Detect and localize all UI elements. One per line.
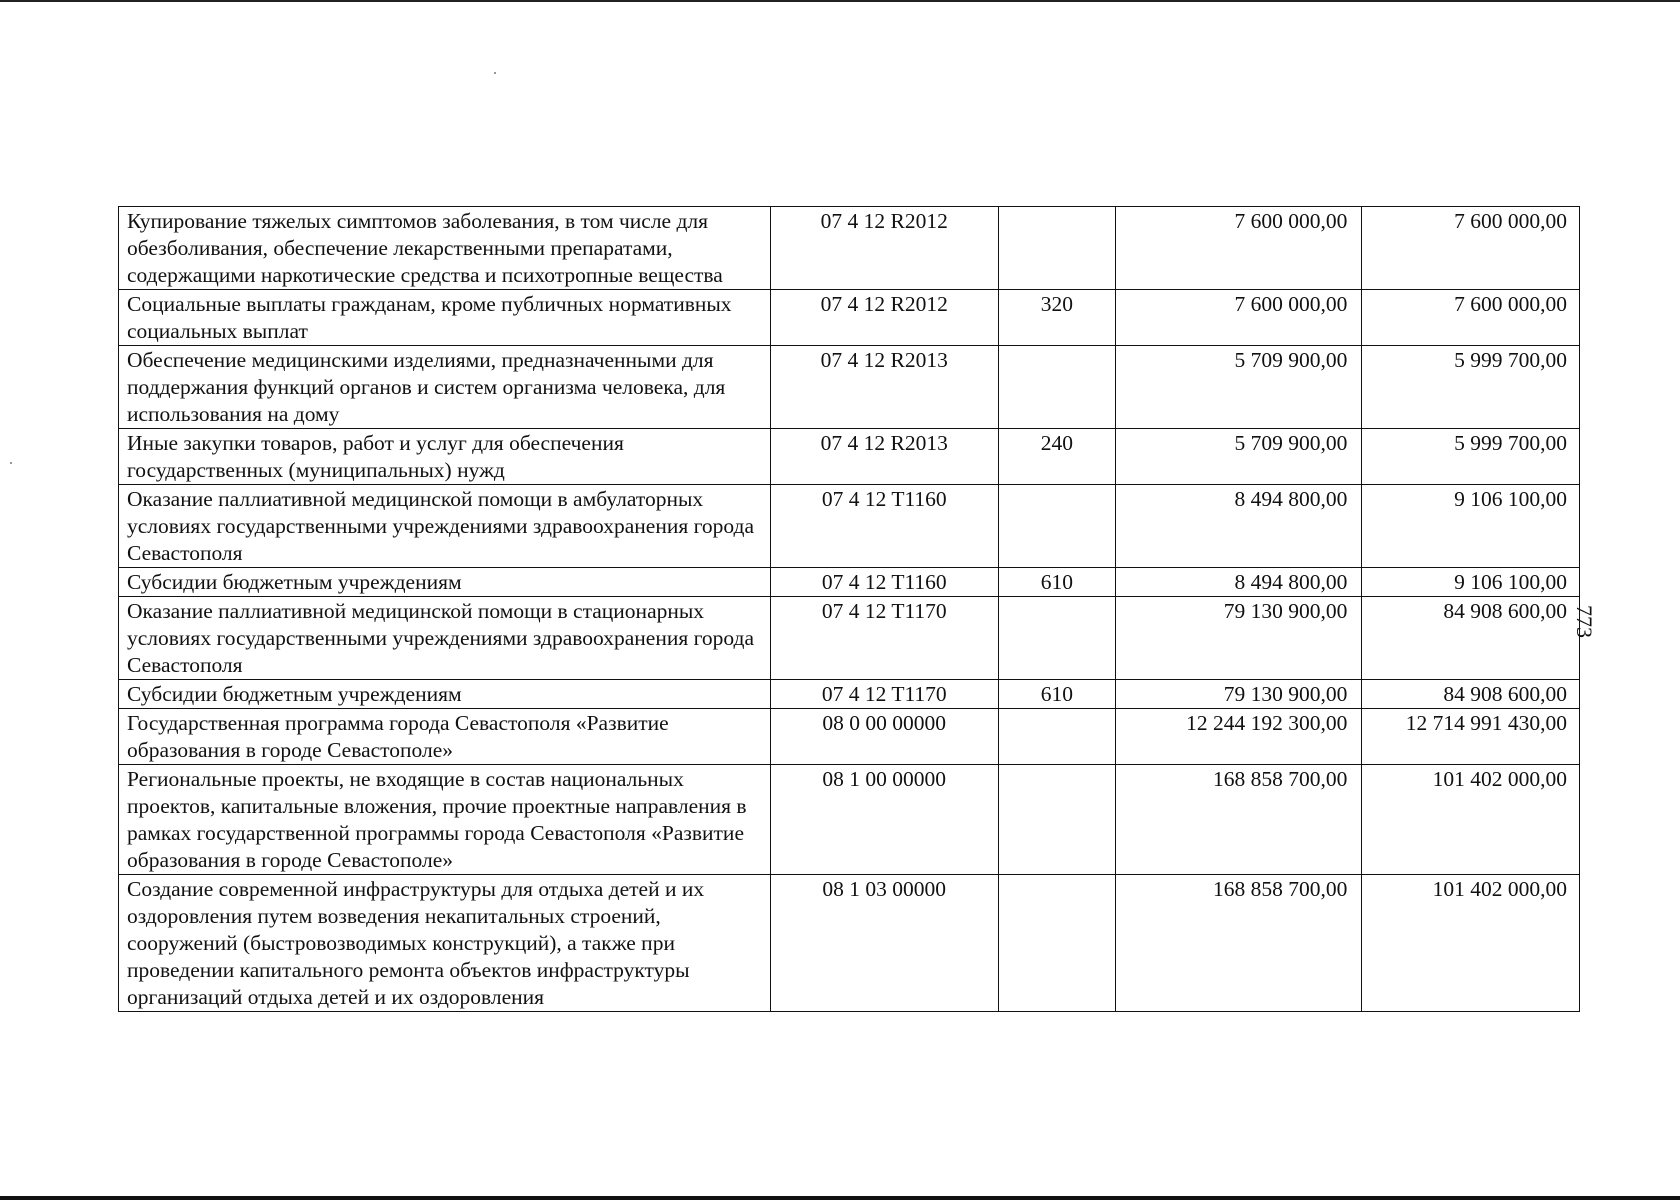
expense-type-cell — [998, 346, 1115, 429]
scan-bottom-edge — [0, 1196, 1680, 1200]
amount-year-2-cell: 12 714 991 430,00 — [1362, 709, 1580, 765]
table-row — [119, 429, 1580, 485]
amount-year-1-cell: 5 709 900,00 — [1116, 346, 1362, 429]
expense-type-cell — [998, 765, 1115, 875]
table-row — [119, 568, 1580, 597]
expenditure-name-cell: Субсидии бюджетным учреждениям — [119, 680, 771, 709]
target-article-code-cell: 07 4 12 R2013 — [770, 429, 998, 485]
target-article-code-cell: 07 4 12 T1160 — [770, 568, 998, 597]
target-article-code-cell: 08 1 00 00000 — [770, 765, 998, 875]
amount-year-1-cell: 168 858 700,00 — [1116, 765, 1362, 875]
expenditure-name-cell: Государственная программа города Севастополя «Развитие образования в городе Севастополе» — [119, 709, 771, 765]
amount-year-1-cell: 7 600 000,00 — [1116, 207, 1362, 290]
expense-type-cell: 240 — [998, 429, 1115, 485]
scan-speck — [10, 462, 12, 464]
page-number: 773 — [1572, 605, 1597, 638]
expense-type-cell: 610 — [998, 568, 1115, 597]
table-row — [119, 290, 1580, 346]
amount-year-2-cell: 84 908 600,00 — [1362, 680, 1580, 709]
amount-year-1-cell: 8 494 800,00 — [1116, 485, 1362, 568]
expense-type-cell — [998, 207, 1115, 290]
budget-table — [118, 206, 1580, 1012]
expenditure-name-cell: Социальные выплаты гражданам, кроме публичных нормативных социальных выплат — [119, 290, 771, 346]
amount-year-1-cell: 79 130 900,00 — [1116, 597, 1362, 680]
expense-type-cell — [998, 875, 1115, 1012]
expense-type-cell: 610 — [998, 680, 1115, 709]
expense-type-cell — [998, 485, 1115, 568]
table-row — [119, 875, 1580, 1012]
table-row — [119, 765, 1580, 875]
expense-type-cell: 320 — [998, 290, 1115, 346]
amount-year-1-cell: 168 858 700,00 — [1116, 875, 1362, 1012]
amount-year-2-cell: 9 106 100,00 — [1362, 485, 1580, 568]
target-article-code-cell: 07 4 12 R2013 — [770, 346, 998, 429]
amount-year-2-cell: 9 106 100,00 — [1362, 568, 1580, 597]
table-row — [119, 597, 1580, 680]
table-row — [119, 207, 1580, 290]
expenditure-name-cell: Иные закупки товаров, работ и услуг для обеспечения государственных (муниципальных) нужд — [119, 429, 771, 485]
amount-year-2-cell: 101 402 000,00 — [1362, 875, 1580, 1012]
target-article-code-cell: 07 4 12 T1170 — [770, 597, 998, 680]
amount-year-2-cell: 84 908 600,00 — [1362, 597, 1580, 680]
target-article-code-cell: 08 1 03 00000 — [770, 875, 998, 1012]
target-article-code-cell: 07 4 12 R2012 — [770, 207, 998, 290]
amount-year-1-cell: 7 600 000,00 — [1116, 290, 1362, 346]
table-row — [119, 485, 1580, 568]
expenditure-name-cell: Купирование тяжелых симптомов заболевания, в том числе для обезболивания, обеспечение лекарственными препаратами, содержащими наркотические средства и психотропные вещества — [119, 207, 771, 290]
target-article-code-cell: 07 4 12 T1170 — [770, 680, 998, 709]
expense-type-cell — [998, 597, 1115, 680]
amount-year-2-cell: 7 600 000,00 — [1362, 207, 1580, 290]
target-article-code-cell: 07 4 12 R2012 — [770, 290, 998, 346]
expenditure-name-cell: Обеспечение медицинскими изделиями, предназначенными для поддержания функций органов и систем организма человека, для использования на дому — [119, 346, 771, 429]
table-row — [119, 709, 1580, 765]
table-row — [119, 346, 1580, 429]
amount-year-2-cell: 101 402 000,00 — [1362, 765, 1580, 875]
amount-year-1-cell: 8 494 800,00 — [1116, 568, 1362, 597]
amount-year-2-cell: 5 999 700,00 — [1362, 429, 1580, 485]
expenditure-name-cell: Оказание паллиативной медицинской помощи в амбулаторных условиях государственными учреждениями здравоохранения города Севастополя — [119, 485, 771, 568]
expenditure-name-cell: Региональные проекты, не входящие в состав национальных проектов, капитальные вложения, прочие проектные направления в рамках государственной программы города Севастополя «Развитие образования в городе Севастополе» — [119, 765, 771, 875]
expense-type-cell — [998, 709, 1115, 765]
amount-year-2-cell: 5 999 700,00 — [1362, 346, 1580, 429]
target-article-code-cell: 07 4 12 T1160 — [770, 485, 998, 568]
table-row — [119, 680, 1580, 709]
amount-year-2-cell: 7 600 000,00 — [1362, 290, 1580, 346]
expenditure-name-cell: Оказание паллиативной медицинской помощи в стационарных условиях государственными учреждениями здравоохранения города Севастополя — [119, 597, 771, 680]
amount-year-1-cell: 12 244 192 300,00 — [1116, 709, 1362, 765]
scan-speck — [494, 72, 496, 74]
table-body — [119, 207, 1580, 1012]
amount-year-1-cell: 5 709 900,00 — [1116, 429, 1362, 485]
scan-top-edge — [0, 0, 1680, 2]
expenditure-name-cell: Создание современной инфраструктуры для отдыха детей и их оздоровления путем возведения некапитальных строений, сооружений (быстровозводимых конструкций), а также при проведении капитального ремонта объектов инфраструктуры организаций отдыха детей и их оздоровления — [119, 875, 771, 1012]
target-article-code-cell: 08 0 00 00000 — [770, 709, 998, 765]
amount-year-1-cell: 79 130 900,00 — [1116, 680, 1362, 709]
expenditure-name-cell: Субсидии бюджетным учреждениям — [119, 568, 771, 597]
